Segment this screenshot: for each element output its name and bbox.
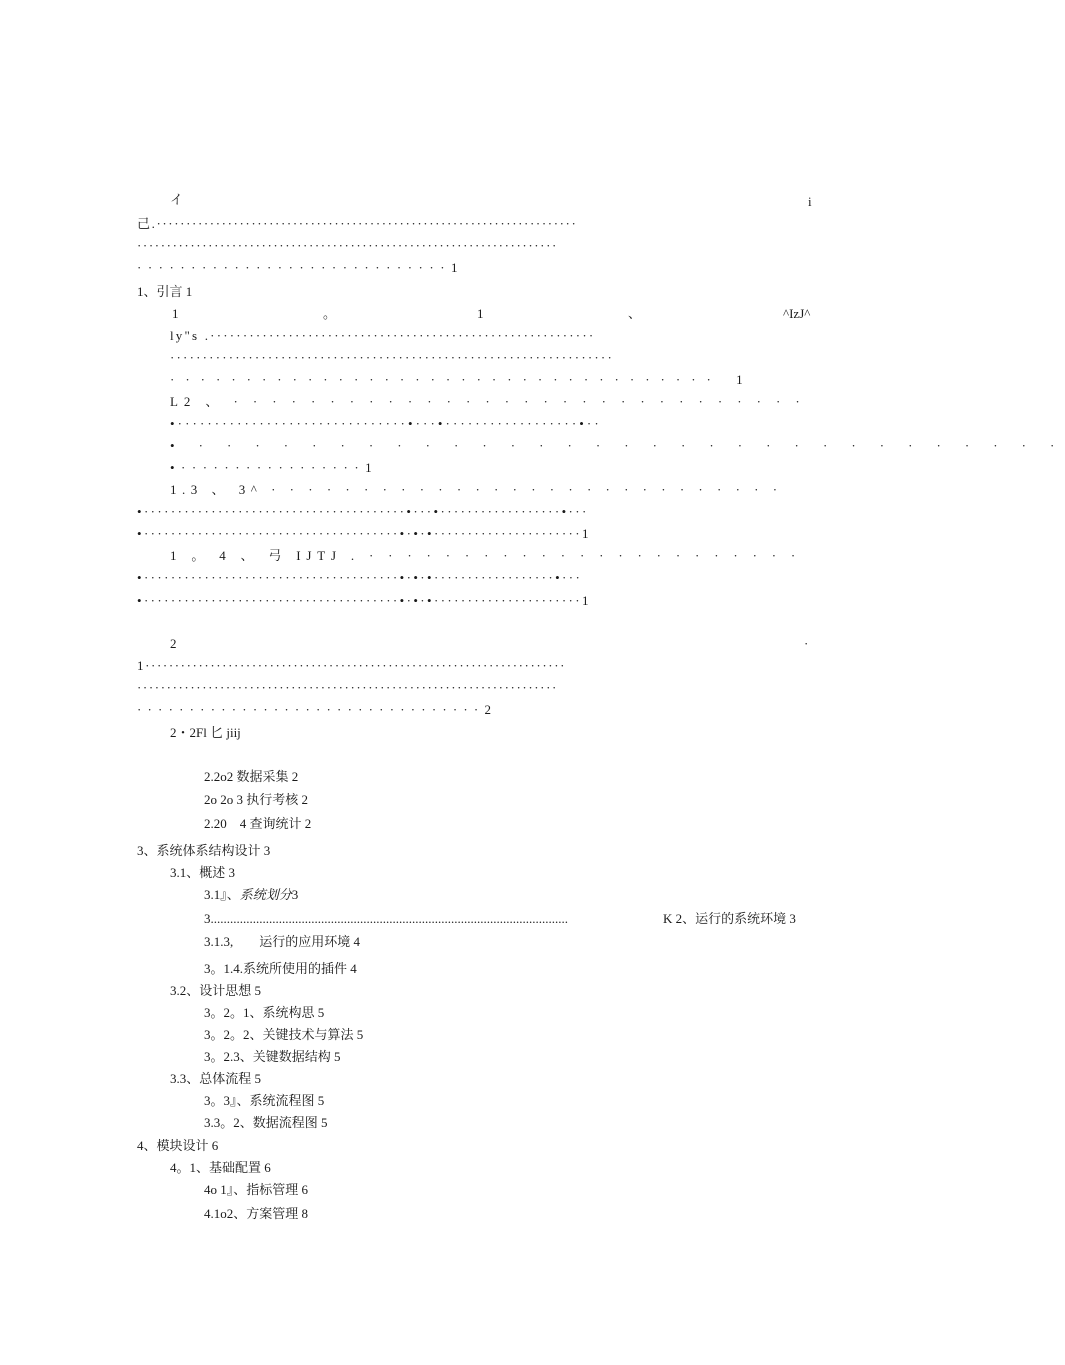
toc-entry-2-2-2: 2.2o2 数据采集 2 bbox=[204, 769, 299, 784]
toc-entry-1-4: 1 。 4 、 弓 IJTJ . · · · · · · · · · · · · · · · · · · · · · · · bbox=[170, 548, 802, 563]
toc-fragment: 。 bbox=[323, 306, 337, 321]
toc-entry-3-2-2: 3。2。2、关键技术与算法 5 bbox=[204, 1027, 364, 1042]
toc-leader-line: ···································· 1 bbox=[170, 372, 754, 387]
toc-fragment: 1 bbox=[477, 306, 484, 321]
toc-leader-line: •······································•·•·•······················1 bbox=[137, 526, 591, 541]
toc-leader-line: •······································•·•·•··················•··· bbox=[137, 570, 583, 585]
toc-fragment: 1 bbox=[172, 306, 179, 321]
toc-leader-line: 3.............................................................................................................. bbox=[204, 911, 568, 926]
toc-entry-1-3: 1.3 、 3^ · · · · · · · · · · · · · · · · · · · · · · · · · · · · bbox=[170, 482, 783, 497]
toc-leader-line: ·····························1 bbox=[137, 260, 465, 275]
toc-leader-line: •······································•·•·•······················1 bbox=[137, 593, 591, 608]
toc-entry-3-1: 3.1、概述 3 bbox=[170, 865, 236, 880]
toc-entry-4-1-1: 4o 1』、指标管理 6 bbox=[204, 1182, 309, 1197]
toc-leader-line: ······································································· bbox=[137, 680, 558, 695]
toc-fragment: 、 bbox=[628, 306, 642, 321]
toc-entry-title: 系统划分 bbox=[239, 887, 292, 902]
toc-entry-1: 1、引言 1 bbox=[137, 284, 193, 299]
toc-entry-2-1: 2・2Fl 匕 jiij bbox=[170, 725, 241, 740]
toc-leader-line: •·······································•···•··················•··· bbox=[137, 504, 589, 519]
toc-entry-3-1-2: K 2、运行的系统环境 3 bbox=[663, 911, 796, 926]
toc-leader-line: 1······································································· bbox=[137, 658, 567, 673]
toc-entry-3-3-2: 3.3。2、数据流程图 5 bbox=[204, 1115, 328, 1130]
toc-leader-line: • · · · · · · · · · · · · · · · · · · · · · · · · · · · · · · · bbox=[170, 438, 1065, 453]
toc-entry-4-1: 4。1、基础配置 6 bbox=[170, 1160, 271, 1175]
toc-entry-number: 3.1』、 bbox=[204, 887, 240, 902]
toc-entry-3: 3、系统体系结构设计 3 bbox=[137, 843, 271, 858]
toc-leader-line: •·················1 bbox=[170, 460, 379, 475]
toc-entry-3-3: 3.3、总体流程 5 bbox=[170, 1071, 262, 1086]
toc-leader-line: 己.······································································· bbox=[137, 216, 578, 231]
toc-leader-line: ly"s .··························································· bbox=[170, 328, 596, 343]
toc-entry-2-2-4: 2.20 4 查询统计 2 bbox=[204, 816, 312, 831]
toc-entry-1-2: L2 、 · · · · · · · · · · · · · · · · · · · · · · · · · · · · · · bbox=[170, 394, 806, 409]
toc-leader-line: ···································································· bbox=[170, 350, 614, 365]
toc-entry-4: 4、模块设计 6 bbox=[137, 1138, 219, 1153]
toc-fragment: ^IzJ^ bbox=[783, 306, 811, 321]
toc-entry-3-1-3: 3.1.3, 运行的应用环境 4 bbox=[204, 934, 361, 949]
toc-entry-3-3-1: 3。3』、系统流程图 5 bbox=[204, 1093, 325, 1108]
toc-entry-3-1-1 bbox=[204, 887, 298, 903]
toc-entry-2-2-3: 2o 2o 3 执行考核 2 bbox=[204, 792, 309, 807]
toc-entry-3-2-3: 3。2.3、关键数据结构 5 bbox=[204, 1049, 341, 1064]
toc-entry-3-2: 3.2、设计思想 5 bbox=[170, 983, 262, 998]
toc-entry-4-1-2: 4.1o2、方案管理 8 bbox=[204, 1206, 309, 1221]
toc-leader-line: ······································································· bbox=[137, 238, 558, 253]
toc-fragment: 2 bbox=[170, 636, 177, 651]
toc-glyph-left: イ bbox=[170, 192, 184, 207]
toc-entry-3-2-1: 3。2。1、系统构思 5 bbox=[204, 1005, 325, 1020]
toc-leader-line: ·································2 bbox=[137, 702, 498, 717]
toc-leader-line: •·······························•···•··················•·· bbox=[170, 416, 602, 431]
toc-fragment: · bbox=[804, 636, 809, 651]
toc-entry-3-1-4: 3。1.4.系统所使用的插件 4 bbox=[204, 961, 357, 976]
toc-entry-page: 3 bbox=[291, 887, 299, 902]
toc-glyph-right: i bbox=[808, 194, 812, 209]
